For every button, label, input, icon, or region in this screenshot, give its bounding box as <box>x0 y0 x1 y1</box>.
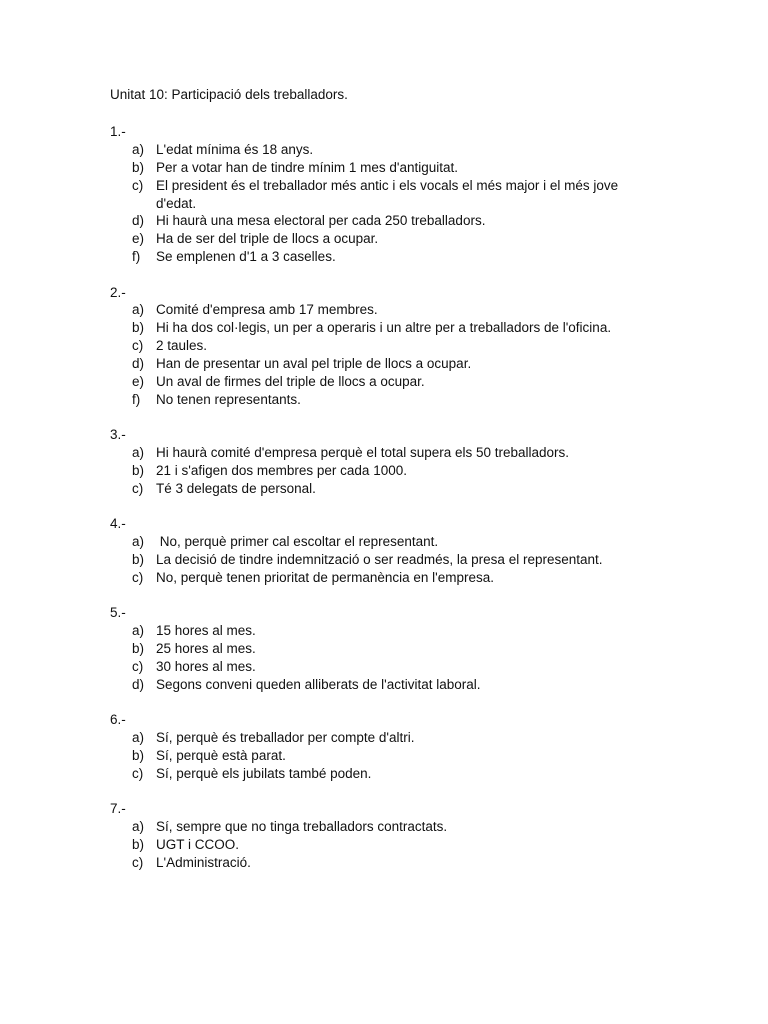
option-letter: c) <box>132 481 144 496</box>
option-letter: d) <box>132 677 145 692</box>
question-number: 2.- <box>110 285 126 300</box>
option-letter: e) <box>132 374 145 389</box>
option-text: 30 hores al mes. <box>156 659 256 674</box>
question-number: 5.- <box>110 605 126 620</box>
option-text: 2 taules. <box>156 338 208 353</box>
option-text: 15 hores al mes. <box>156 623 256 638</box>
option-text: Se emplenen d'1 a 3 caselles. <box>156 249 336 264</box>
question-number: 1.- <box>110 124 126 139</box>
option-text: Sí, sempre que no tinga treballadors contractats. <box>156 819 448 834</box>
question-number: 3.- <box>110 427 126 442</box>
option-letter: d) <box>132 356 145 371</box>
option-letter: f) <box>132 392 141 407</box>
option-text: L'Administració. <box>156 855 251 870</box>
option-text: La decisió de tindre indemnització o ser readmés, la presa el representant. <box>156 552 603 567</box>
option-text: UGT i CCOO. <box>156 837 240 852</box>
option-letter: b) <box>132 552 145 567</box>
option-text: Comité d'empresa amb 17 membres. <box>156 302 378 317</box>
option-text: Un aval de firmes del triple de llocs a ocupar. <box>156 374 425 389</box>
option-text: No, perquè primer cal escoltar el representant. <box>156 534 439 549</box>
option-text: 25 hores al mes. <box>156 641 256 656</box>
question-number: 7.- <box>110 801 126 816</box>
option-letter: c) <box>132 659 144 674</box>
option-letter: b) <box>132 463 145 478</box>
option-letter: b) <box>132 160 145 175</box>
option-text: No tenen representants. <box>156 392 301 407</box>
option-text: Sí, perquè els jubilats també poden. <box>156 766 372 781</box>
option-text: L'edat mínima és 18 anys. <box>156 142 314 157</box>
option-letter: b) <box>132 320 145 335</box>
option-text: Per a votar han de tindre mínim 1 mes d'antiguitat. <box>156 160 458 175</box>
option-letter: c) <box>132 570 144 585</box>
option-letter: c) <box>132 338 144 353</box>
option-text: Sí, perquè és treballador per compte d'altri. <box>156 730 415 745</box>
option-text: Han de presentar un aval pel triple de llocs a ocupar. <box>156 356 472 371</box>
option-letter: a) <box>132 534 145 549</box>
option-text: Sí, perquè està parat. <box>156 748 286 763</box>
option-text: Hi haurà una mesa electoral per cada 250 treballadors. <box>156 213 486 228</box>
option-text: 21 i s'afigen dos membres per cada 1000. <box>156 463 407 478</box>
option-text: Hi ha dos col·legis, un per a operaris i un altre per a treballadors de l'oficina. <box>156 320 612 335</box>
option-letter: f) <box>132 249 141 264</box>
option-letter: a) <box>132 445 145 460</box>
option-text: No, perquè tenen prioritat de permanència en l'empresa. <box>156 570 495 585</box>
page-title: Unitat 10: Participació dels treballadors. <box>110 87 348 102</box>
option-text: Segons conveni queden alliberats de l'activitat laboral. <box>156 677 481 692</box>
option-letter: b) <box>132 748 145 763</box>
option-letter: c) <box>132 766 144 781</box>
option-text: El president és el treballador més antic i els vocals el més major i el més jove d'edat. <box>156 178 619 211</box>
option-letter: d) <box>132 213 145 228</box>
option-letter: e) <box>132 231 145 246</box>
option-letter: a) <box>132 623 145 638</box>
question-number: 6.- <box>110 712 126 727</box>
option-letter: b) <box>132 837 145 852</box>
option-text: Té 3 delegats de personal. <box>156 481 316 496</box>
option-text: Hi haurà comité d'empresa perquè el total supera els 50 treballadors. <box>156 445 570 460</box>
option-letter: c) <box>132 855 144 870</box>
option-letter: b) <box>132 641 145 656</box>
option-text: Ha de ser del triple de llocs a ocupar. <box>156 231 379 246</box>
option-letter: a) <box>132 730 145 745</box>
option-letter: a) <box>132 819 145 834</box>
question-number: 4.- <box>110 516 126 531</box>
option-letter: a) <box>132 302 145 317</box>
option-letter: c) <box>132 178 144 193</box>
option-letter: a) <box>132 142 145 157</box>
